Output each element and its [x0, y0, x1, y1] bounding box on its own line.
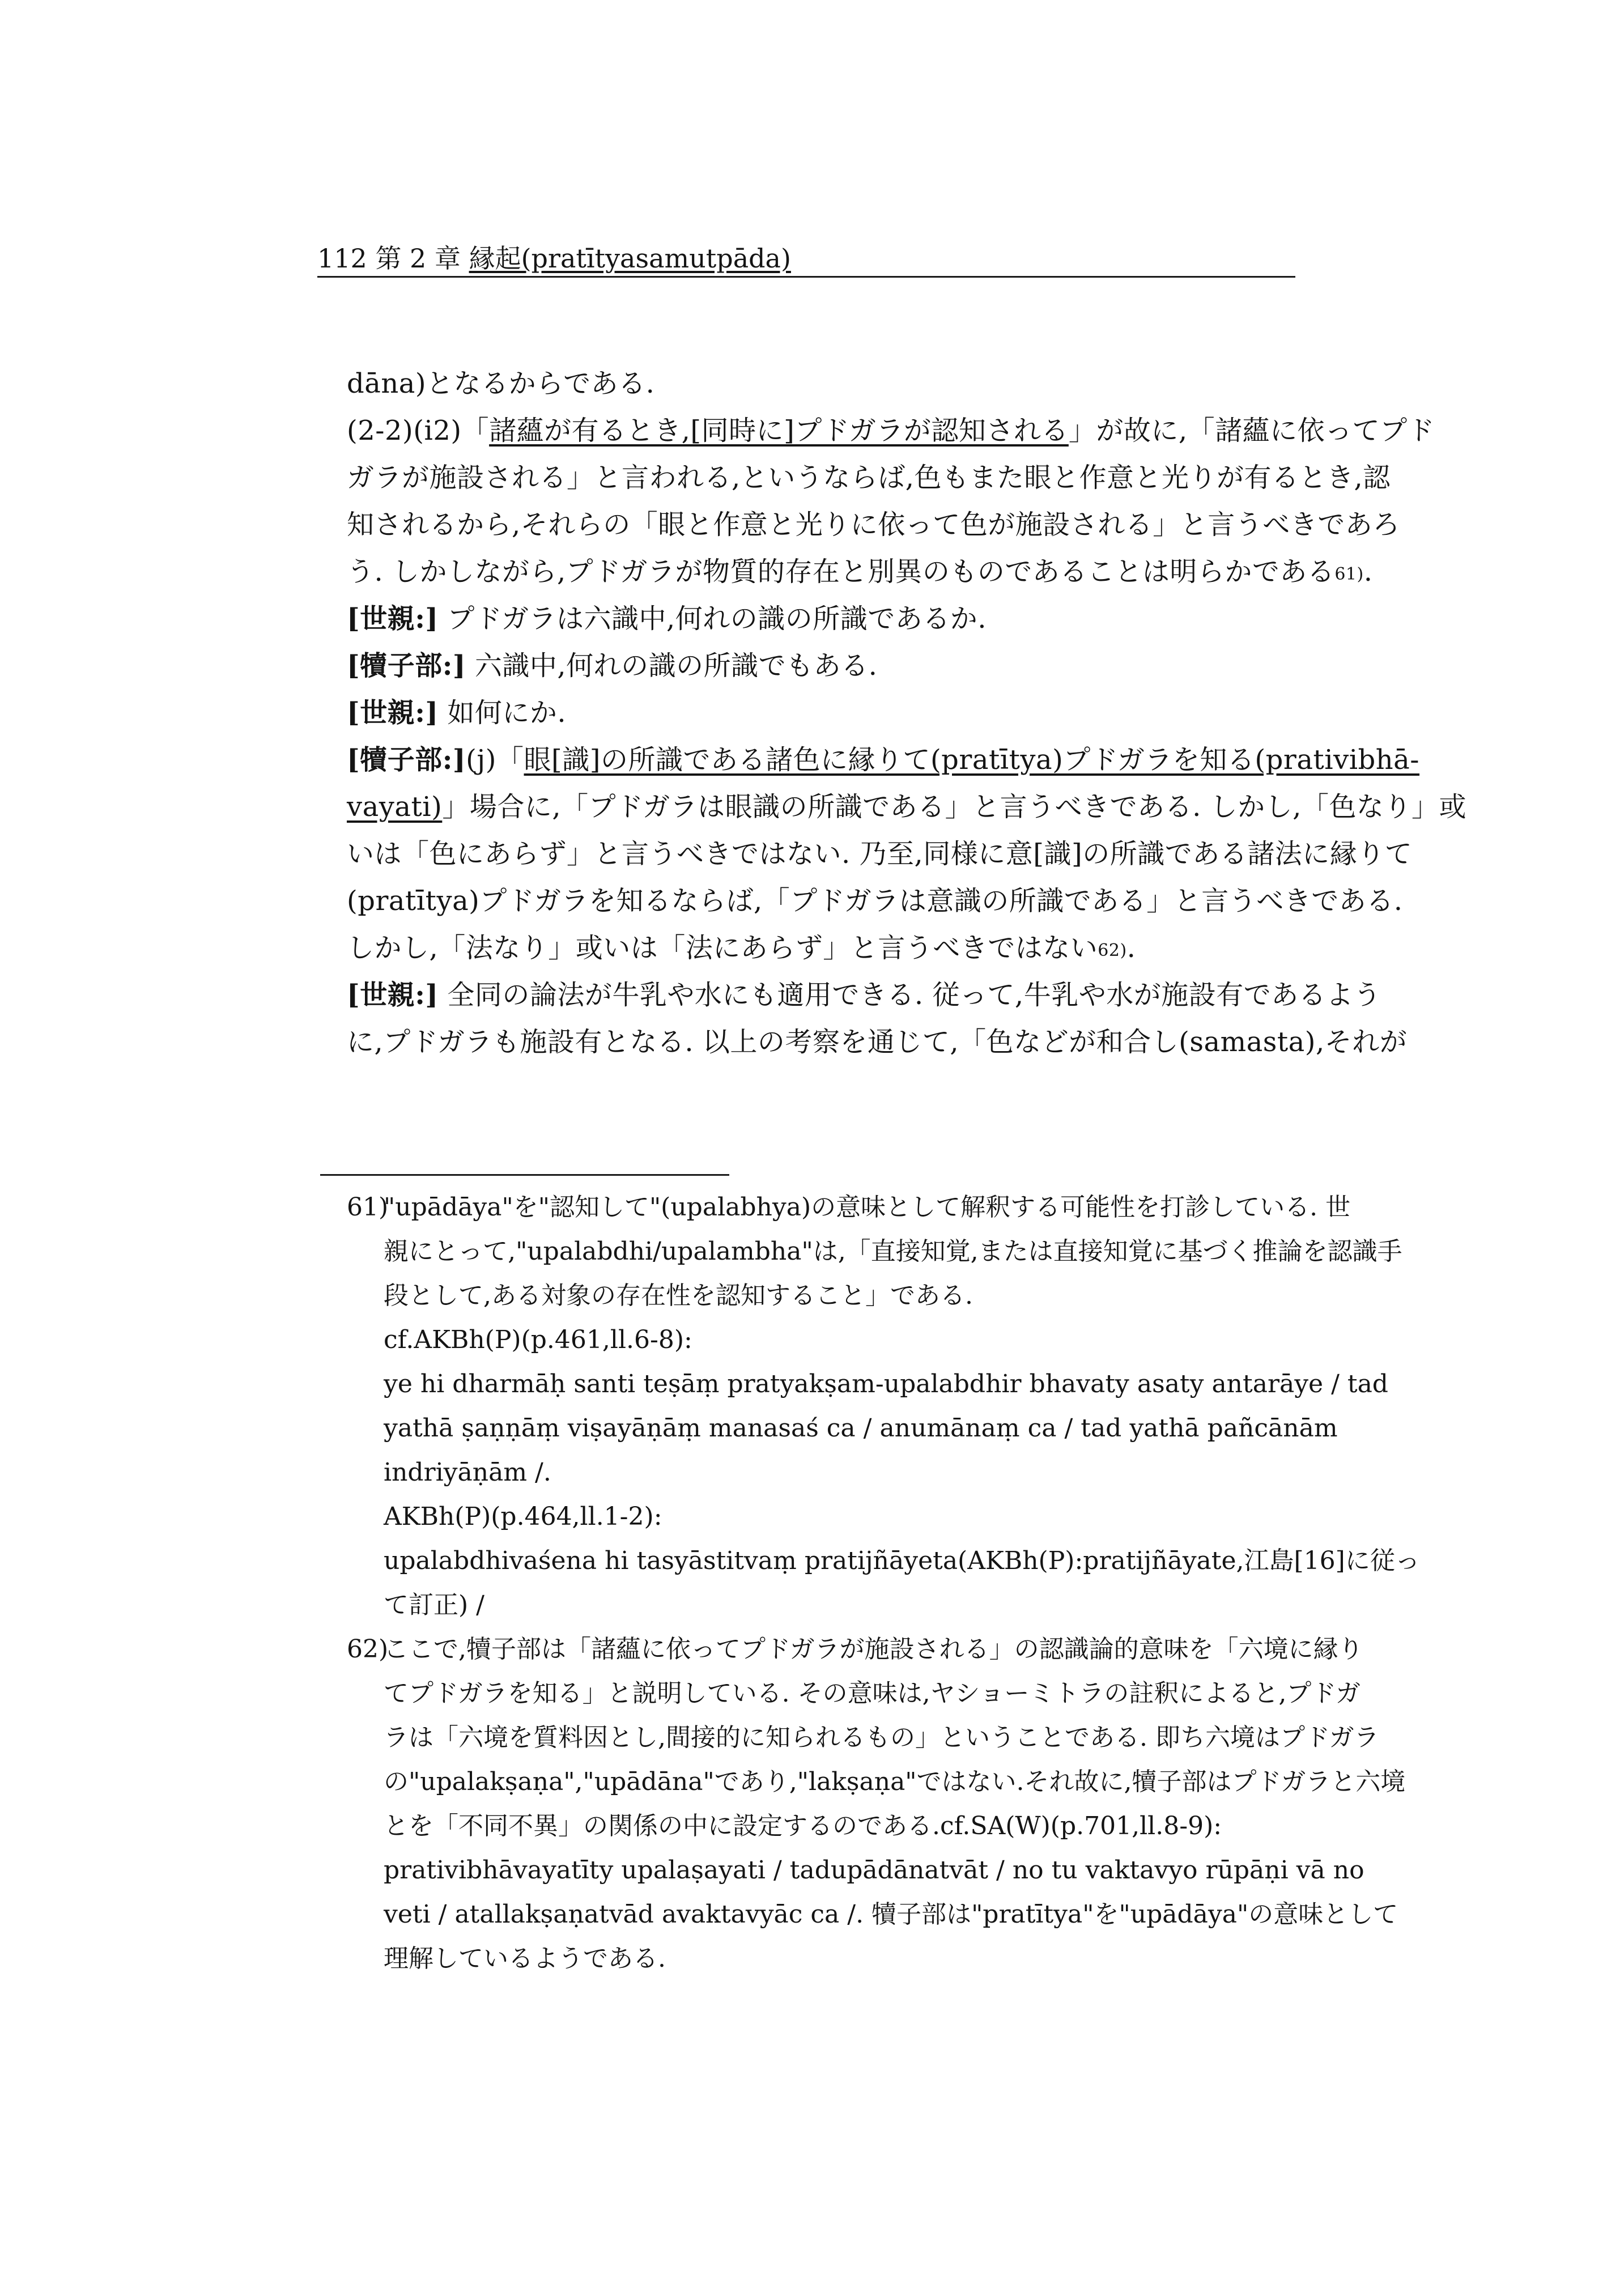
speaker-label: [犢子部:] — [347, 650, 466, 682]
chapter-label: 第 2 章 — [375, 243, 461, 274]
dialogue-line: [犢子部:] 六識中,何れの識の所識でもある. — [347, 650, 878, 682]
footnote-62-line: ラは「六境を質料因とし,間接的に知られるもの」ということである. 即ち六境はプドガラ — [384, 1723, 1379, 1752]
text-line: しかし,「法なり」或いは「法にあらず」と言うべきではない$^{62)}$. — [347, 932, 1136, 964]
dialogue-line: [世親:] 全同の論法が牛乳や水にも適用できる. 従って,牛乳や水が施設有であるよう — [347, 979, 1381, 1011]
footnote-62-line: 理解しているようである. — [384, 1944, 666, 1973]
dialogue-line: [世親:] 如何にか. — [347, 697, 567, 729]
chapter-title: 縁起(pratītyasamutpāda) — [469, 243, 791, 274]
footnote-61-sanskrit: yathā ṣaṇṇāṃ viṣayāṇāṃ manasaś ca / anumānaṃ ca / tad yathā pañcānām — [384, 1414, 1338, 1443]
text-line: 知されるから,それらの「眼と作意と光りに依って色が施設される」と言うべきであろ — [347, 509, 1400, 541]
speaker-label: [世親:] — [347, 603, 439, 635]
footnote-61-sanskrit: indriyāṇām /. — [384, 1458, 551, 1487]
underlined-quote: 眼[識]の所識である諸色に縁りて(pratītya)プドガラを知る(prativibhā- — [524, 744, 1420, 776]
footnote-61-sanskrit: ye hi dharmāḥ santi teṣāṃ pratyakṣam-upalabdhir bhavaty asaty antarāye / tad — [384, 1370, 1388, 1398]
footnote-62-sanskrit: veti / atallakṣaṇatvād avaktavyāc ca /. 犢子部は"pratītya"を"upādāya"の意味として — [384, 1900, 1398, 1929]
footnote-number: 61) — [347, 1193, 389, 1222]
footnote-61-line: 親にとって,"upalabdhi/upalambha"は,「直接知覚,または直接知覚に基づく推論を認識手 — [384, 1237, 1402, 1266]
footnote-62-sanskrit: prativibhāvayatīty upalaṣayati / tadupādānatvāt / no tu vaktavyo rūpāṇi vā no — [384, 1856, 1364, 1885]
footnote-separator — [320, 1174, 729, 1176]
text-line: う. しかしながら,プドガラが物質的存在と別異のものであることは明らかである$^{61)}$. — [347, 556, 1373, 588]
footnote-61-line: 段として,ある対象の存在性を認知すること」である. — [384, 1281, 973, 1310]
footnotes — [347, 1185, 1420, 1981]
running-header — [317, 241, 1295, 278]
footnote-61-citation: cf.AKBh(P)(p.461,ll.6-8): — [384, 1325, 692, 1354]
speaker-label: [世親:] — [347, 979, 439, 1011]
underlined-quote: vayati) — [347, 791, 443, 823]
text-line: いは「色にあらず」と言うべきではない. 乃至,同様に意[識]の所識である諸法に縁りて — [347, 838, 1413, 870]
dialogue-line: [世親:] プドガラは六識中,何れの識の所識であるか. — [347, 603, 987, 635]
page-number: 112 — [317, 243, 367, 274]
footnote-62-line: 62)ここで,犢子部は「諸蘊に依ってプドガラが施設される」の認識論的意味を「六境に縁り — [347, 1627, 1304, 1672]
text-line: ガラが施設される」と言われる,というならば,色もまた眼と作意と光りが有るとき,認 — [347, 462, 1391, 494]
footnote-61-line: て訂正) / — [384, 1591, 484, 1619]
speaker-label: [犢子部:] — [347, 744, 466, 776]
footnote-62-line: の"upalakṣaṇa","upādāna"であり,"lakṣaṇa"ではない.それ故に,犢子部はプドガラと六境 — [384, 1767, 1406, 1796]
main-text — [347, 360, 1466, 1066]
text-line: vayati)」場合に,「プドガラは眼識の所識である」と言うべきである. しかし,「色なり」或 — [347, 791, 1466, 823]
footnote-62-line: とを「不同不異」の関係の中に設定するのである.cf.SA(W)(p.701,ll.8-9): — [384, 1812, 1222, 1840]
footnote-number: 62) — [347, 1635, 389, 1664]
footnote-61-line: 61)"upādāya"を"認知して"(upalabhya)の意味として解釈する可能性を打診している. 世 — [347, 1185, 1304, 1230]
footnote-61-sanskrit: upalabdhivaśena hi tasyāstitvaṃ pratijñāyeta(AKBh(P):pratijñāyate,江島[16]に従っ — [384, 1546, 1420, 1575]
footnote-ref: 61) — [1334, 564, 1364, 584]
footnote-ref: 62) — [1098, 941, 1127, 960]
footnote-62-line: てプドガラを知る」と説明している. その意味は,ヤショーミトラの註釈によると,プドガ — [384, 1679, 1361, 1708]
text-line: dāna)となるからである. — [347, 368, 655, 399]
speaker-label: [世親:] — [347, 697, 439, 729]
text-line: (2-2)(i2)「諸蘊が有るとき,[同時に]プドガラが認知される」が故に,「諸蘊に依ってプド — [347, 415, 1435, 447]
text-line: に,プドガラも施設有となる. 以上の考察を通じて,「色などが和合し(samasta),それが — [347, 1026, 1408, 1058]
underlined-quote: 諸蘊が有るとき,[同時に]プドガラが認知される — [489, 415, 1069, 447]
dialogue-line: [犢子部:](j)「眼[識]の所識である諸色に縁りて(pratītya)プドガラを知る(prativibhā- — [347, 744, 1420, 776]
text-line: (pratītya)プドガラを知るならば,「プドガラは意識の所識である」と言うべきである. — [347, 885, 1403, 917]
footnote-61-citation: AKBh(P)(p.464,ll.1-2): — [384, 1502, 662, 1531]
